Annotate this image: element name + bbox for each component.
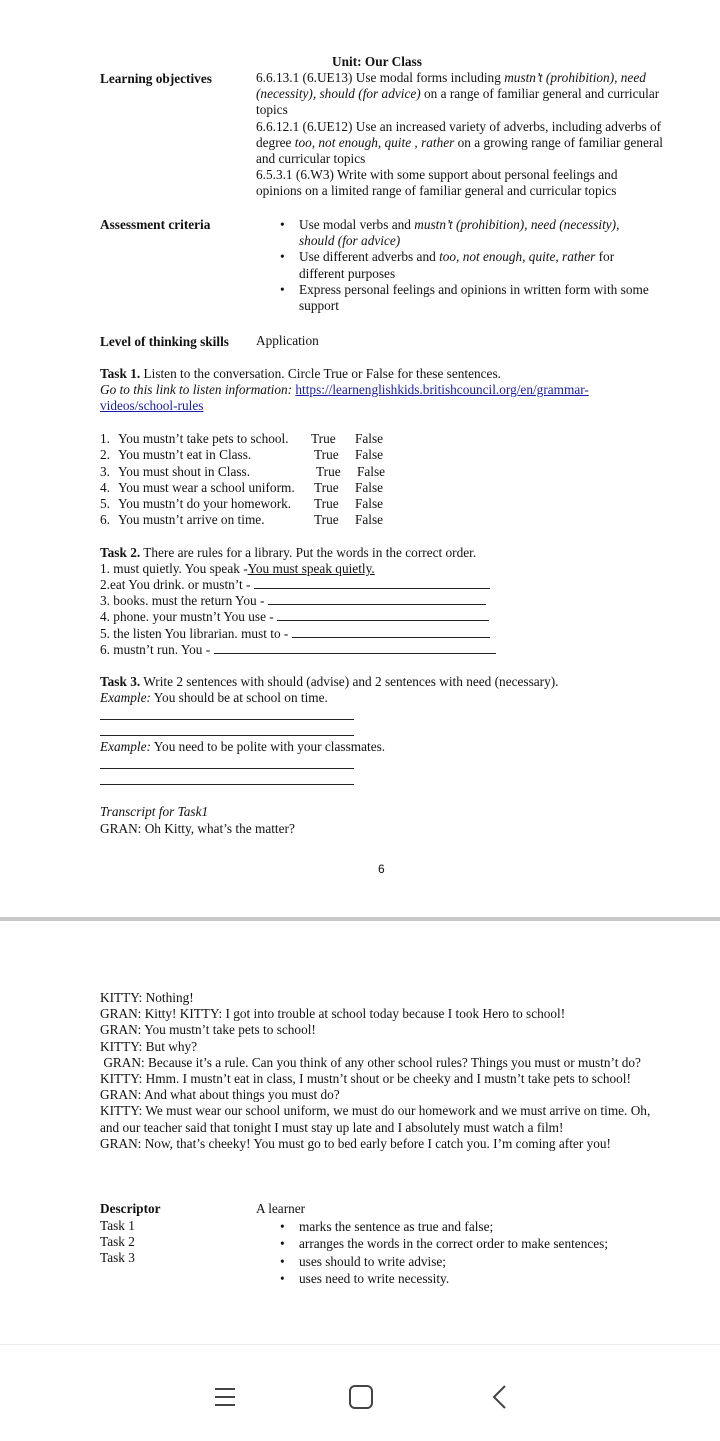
transcript-line: KITTY: We must wear our school uniform, we must do our homework and we must arrive on time. Oh, and our teacher said that tonight I must stay up late and I absolutely must watch a film! — [100, 1103, 651, 1135]
objective-text: 6.6.13.1 (6.UE13) Use modal forms including — [256, 70, 505, 85]
writing-line[interactable] — [100, 719, 354, 720]
task2-line-text: 2.eat You drink. or mustn’t - — [100, 577, 254, 592]
criteria-item — [277, 282, 657, 314]
task1-link-line — [100, 382, 589, 398]
task2-line — [100, 609, 489, 625]
descriptor-item: • uses should to write advise; — [277, 1254, 608, 1271]
task3-example-2 — [100, 739, 385, 755]
transcript-title: Transcript for Task1 — [100, 804, 209, 819]
task2-line — [100, 626, 490, 642]
statement-row — [100, 447, 400, 463]
assessment-criteria-label: Assessment criteria — [100, 217, 211, 232]
learning-objectives-list — [256, 70, 664, 200]
statement-number: 4. — [100, 479, 110, 495]
transcript-line: GRAN: Because it’s a rule. Can you think of any other school rules? Things you must or mustn’t do? — [100, 1054, 641, 1070]
transcript-continued — [100, 990, 656, 1152]
task3-label: Task 3. — [100, 674, 141, 689]
statement-number: 2. — [100, 447, 110, 463]
objective-text: on a range of familiar general and curricular topics — [256, 86, 660, 118]
descriptor-task: Task 2 — [100, 1234, 135, 1249]
statement-number: 3. — [100, 463, 110, 479]
true-option[interactable]: True — [311, 431, 336, 446]
objective-text: 6.5.3.1 (6.W3) Write with some support about personal feelings and opinions on a limited range of familiar general and curricular topics — [256, 167, 618, 199]
document-page-2 — [0, 921, 720, 1341]
objective-item — [256, 70, 664, 119]
task2-line — [100, 561, 375, 577]
link-intro: Go to this link to listen information: — [100, 382, 296, 397]
task3-example-1 — [100, 690, 328, 706]
task2-line — [100, 642, 496, 658]
statement-text: You must wear a school uniform. — [118, 479, 295, 495]
descriptor-list — [277, 1219, 608, 1289]
task1-instruction: Listen to the conversation. Circle True or False for these sentences. — [140, 366, 501, 381]
descriptor-intro: A learner — [256, 1201, 306, 1216]
criteria-item — [277, 249, 657, 281]
objective-text: 6.6.12.1 (6.UE12) Use an increased variety of adverbs, including adverbs of degree — [256, 118, 662, 150]
true-option[interactable]: True — [316, 463, 341, 479]
transcript-line: KITTY: But why? — [100, 1038, 198, 1054]
recent-apps-button[interactable] — [205, 1377, 245, 1417]
answer-blank[interactable] — [268, 593, 486, 605]
criteria-italic: mustn’t (prohibition), need (necessity), should (for advice) — [299, 217, 620, 249]
page-number: 6 — [378, 862, 385, 876]
writing-line[interactable] — [100, 735, 354, 736]
criteria-text: Use different adverbs and — [299, 249, 440, 265]
true-option[interactable]: True — [314, 512, 339, 528]
transcript-line: KITTY: Hmm. I mustn’t eat in class, I mustn’t shout or be cheeky and I mustn’t take pets to school! — [100, 1071, 631, 1087]
answer-blank[interactable] — [292, 626, 490, 638]
task2-example-answer: You must speak quietly. — [247, 561, 375, 576]
objective-text: on a growing range of familiar general and curricular topics — [256, 134, 663, 167]
learning-objectives-label: Learning objectives — [100, 71, 212, 86]
statement-row — [100, 512, 400, 528]
task2-line-text: 5. the listen You librarian. must to - — [100, 626, 292, 641]
objective-item — [256, 119, 664, 168]
statement-row — [100, 464, 400, 480]
statement-number: 5. — [100, 496, 110, 512]
example-text: You should be at school on time. — [150, 690, 328, 705]
back-button[interactable] — [480, 1377, 520, 1417]
criteria-text: Express personal feelings and opinions in written form with some support — [299, 281, 649, 314]
example-text: You need to be polite with your classmates. — [150, 739, 386, 754]
task3-heading — [100, 674, 558, 690]
example-label: Example: — [100, 739, 151, 754]
task2-heading — [100, 545, 476, 561]
navigation-bar — [0, 1344, 720, 1441]
task2-line-text: 6. mustn’t run. You - — [100, 642, 214, 657]
recent-apps-icon — [213, 1386, 237, 1408]
listening-link-continued[interactable]: videos/school-rules — [100, 398, 204, 413]
descriptor-item: • marks the sentence as true and false; — [277, 1219, 608, 1236]
back-icon — [490, 1384, 510, 1410]
false-option[interactable]: False — [355, 431, 384, 446]
transcript-line: GRAN: Oh Kitty, what’s the matter? — [100, 821, 295, 836]
descriptor-task: Task 3 — [100, 1250, 135, 1265]
task1-link-line-2 — [100, 398, 203, 414]
task3-instruction: Write 2 sentences with should (advise) and 2 sentences with need (necessary). — [140, 674, 559, 689]
statement-text: You mustn’t arrive on time. — [118, 512, 265, 528]
descriptor-item: • uses need to write necessity. — [277, 1271, 608, 1288]
true-option[interactable]: True — [314, 447, 339, 463]
true-option[interactable]: True — [314, 479, 339, 495]
writing-line[interactable] — [100, 784, 354, 785]
criteria-text: for different purposes — [299, 249, 615, 281]
listening-link[interactable]: https://learnenglishkids.britishcouncil.org/en/grammar- — [295, 382, 589, 397]
assessment-criteria-list — [277, 217, 657, 314]
statement-text: You mustn’t take pets to school. — [118, 431, 289, 446]
task1-heading — [100, 366, 501, 382]
true-option[interactable]: True — [314, 496, 339, 512]
criteria-text: Use modal verbs and — [299, 217, 415, 232]
statement-row — [100, 496, 400, 512]
task2-line — [100, 577, 490, 593]
statement-text: You mustn’t eat in Class. — [118, 447, 252, 463]
criteria-italic: too, not enough, quite, rather — [439, 249, 596, 265]
task2-label: Task 2. — [100, 545, 141, 560]
home-button[interactable] — [341, 1377, 381, 1417]
task2-instruction: There are rules for a library. Put the words in the correct order. — [140, 545, 477, 560]
transcript-line: KITTY: Nothing! — [100, 990, 194, 1005]
answer-blank[interactable] — [277, 609, 489, 621]
unit-title: Unit: Our Class — [332, 54, 422, 69]
home-icon — [348, 1384, 374, 1410]
task2-line-text: 1. must quietly. You speak - — [100, 561, 248, 576]
statement-text: You must shout in Class. — [118, 463, 251, 479]
task1-statements — [100, 431, 400, 529]
descriptor-label: Descriptor — [100, 1201, 161, 1216]
false-option[interactable]: False — [355, 512, 384, 528]
descriptor-task: Task 1 — [100, 1218, 135, 1233]
transcript-line: GRAN: Kitty! KITTY: I got into trouble at school today because I took Hero to school! — [100, 1006, 566, 1022]
task2-line-text: 4. phone. your mustn’t You use - — [100, 609, 278, 624]
statement-row — [100, 431, 400, 447]
answer-blank[interactable] — [214, 642, 496, 654]
statement-number: 1. — [100, 431, 110, 446]
transcript-line: GRAN: Now, that’s cheeky! You must go to bed early before I catch you. I’m coming after you! — [100, 1135, 611, 1151]
criteria-item — [277, 217, 657, 249]
false-option[interactable]: False — [355, 479, 384, 495]
false-option[interactable]: False — [357, 463, 386, 479]
objective-italic: mustn’t (prohibition), need (necessity), should (for advice) — [256, 70, 646, 102]
statement-text: You mustn’t do your homework. — [118, 496, 292, 512]
false-option[interactable]: False — [355, 447, 384, 463]
objective-item — [256, 167, 664, 199]
statement-number: 6. — [100, 512, 110, 528]
task1-label: Task 1. — [100, 366, 141, 381]
task2-line — [100, 593, 486, 609]
example-label: Example: — [100, 690, 151, 705]
descriptor-item: • arranges the words in the correct order to make sentences; — [277, 1236, 608, 1253]
thinking-skills-label: Level of thinking skills — [100, 334, 229, 349]
objective-italic: too, not enough, quite , rather — [294, 134, 455, 150]
false-option[interactable]: False — [355, 496, 384, 512]
statement-row — [100, 480, 400, 496]
transcript-line: GRAN: And what about things you must do? — [100, 1087, 340, 1103]
thinking-skills-value: Application — [256, 333, 319, 348]
transcript-line: GRAN: You mustn’t take pets to school! — [100, 1022, 316, 1038]
writing-line[interactable] — [100, 768, 354, 769]
task2-line-text: 3. books. must the return You - — [100, 593, 268, 608]
answer-blank[interactable] — [254, 577, 490, 589]
